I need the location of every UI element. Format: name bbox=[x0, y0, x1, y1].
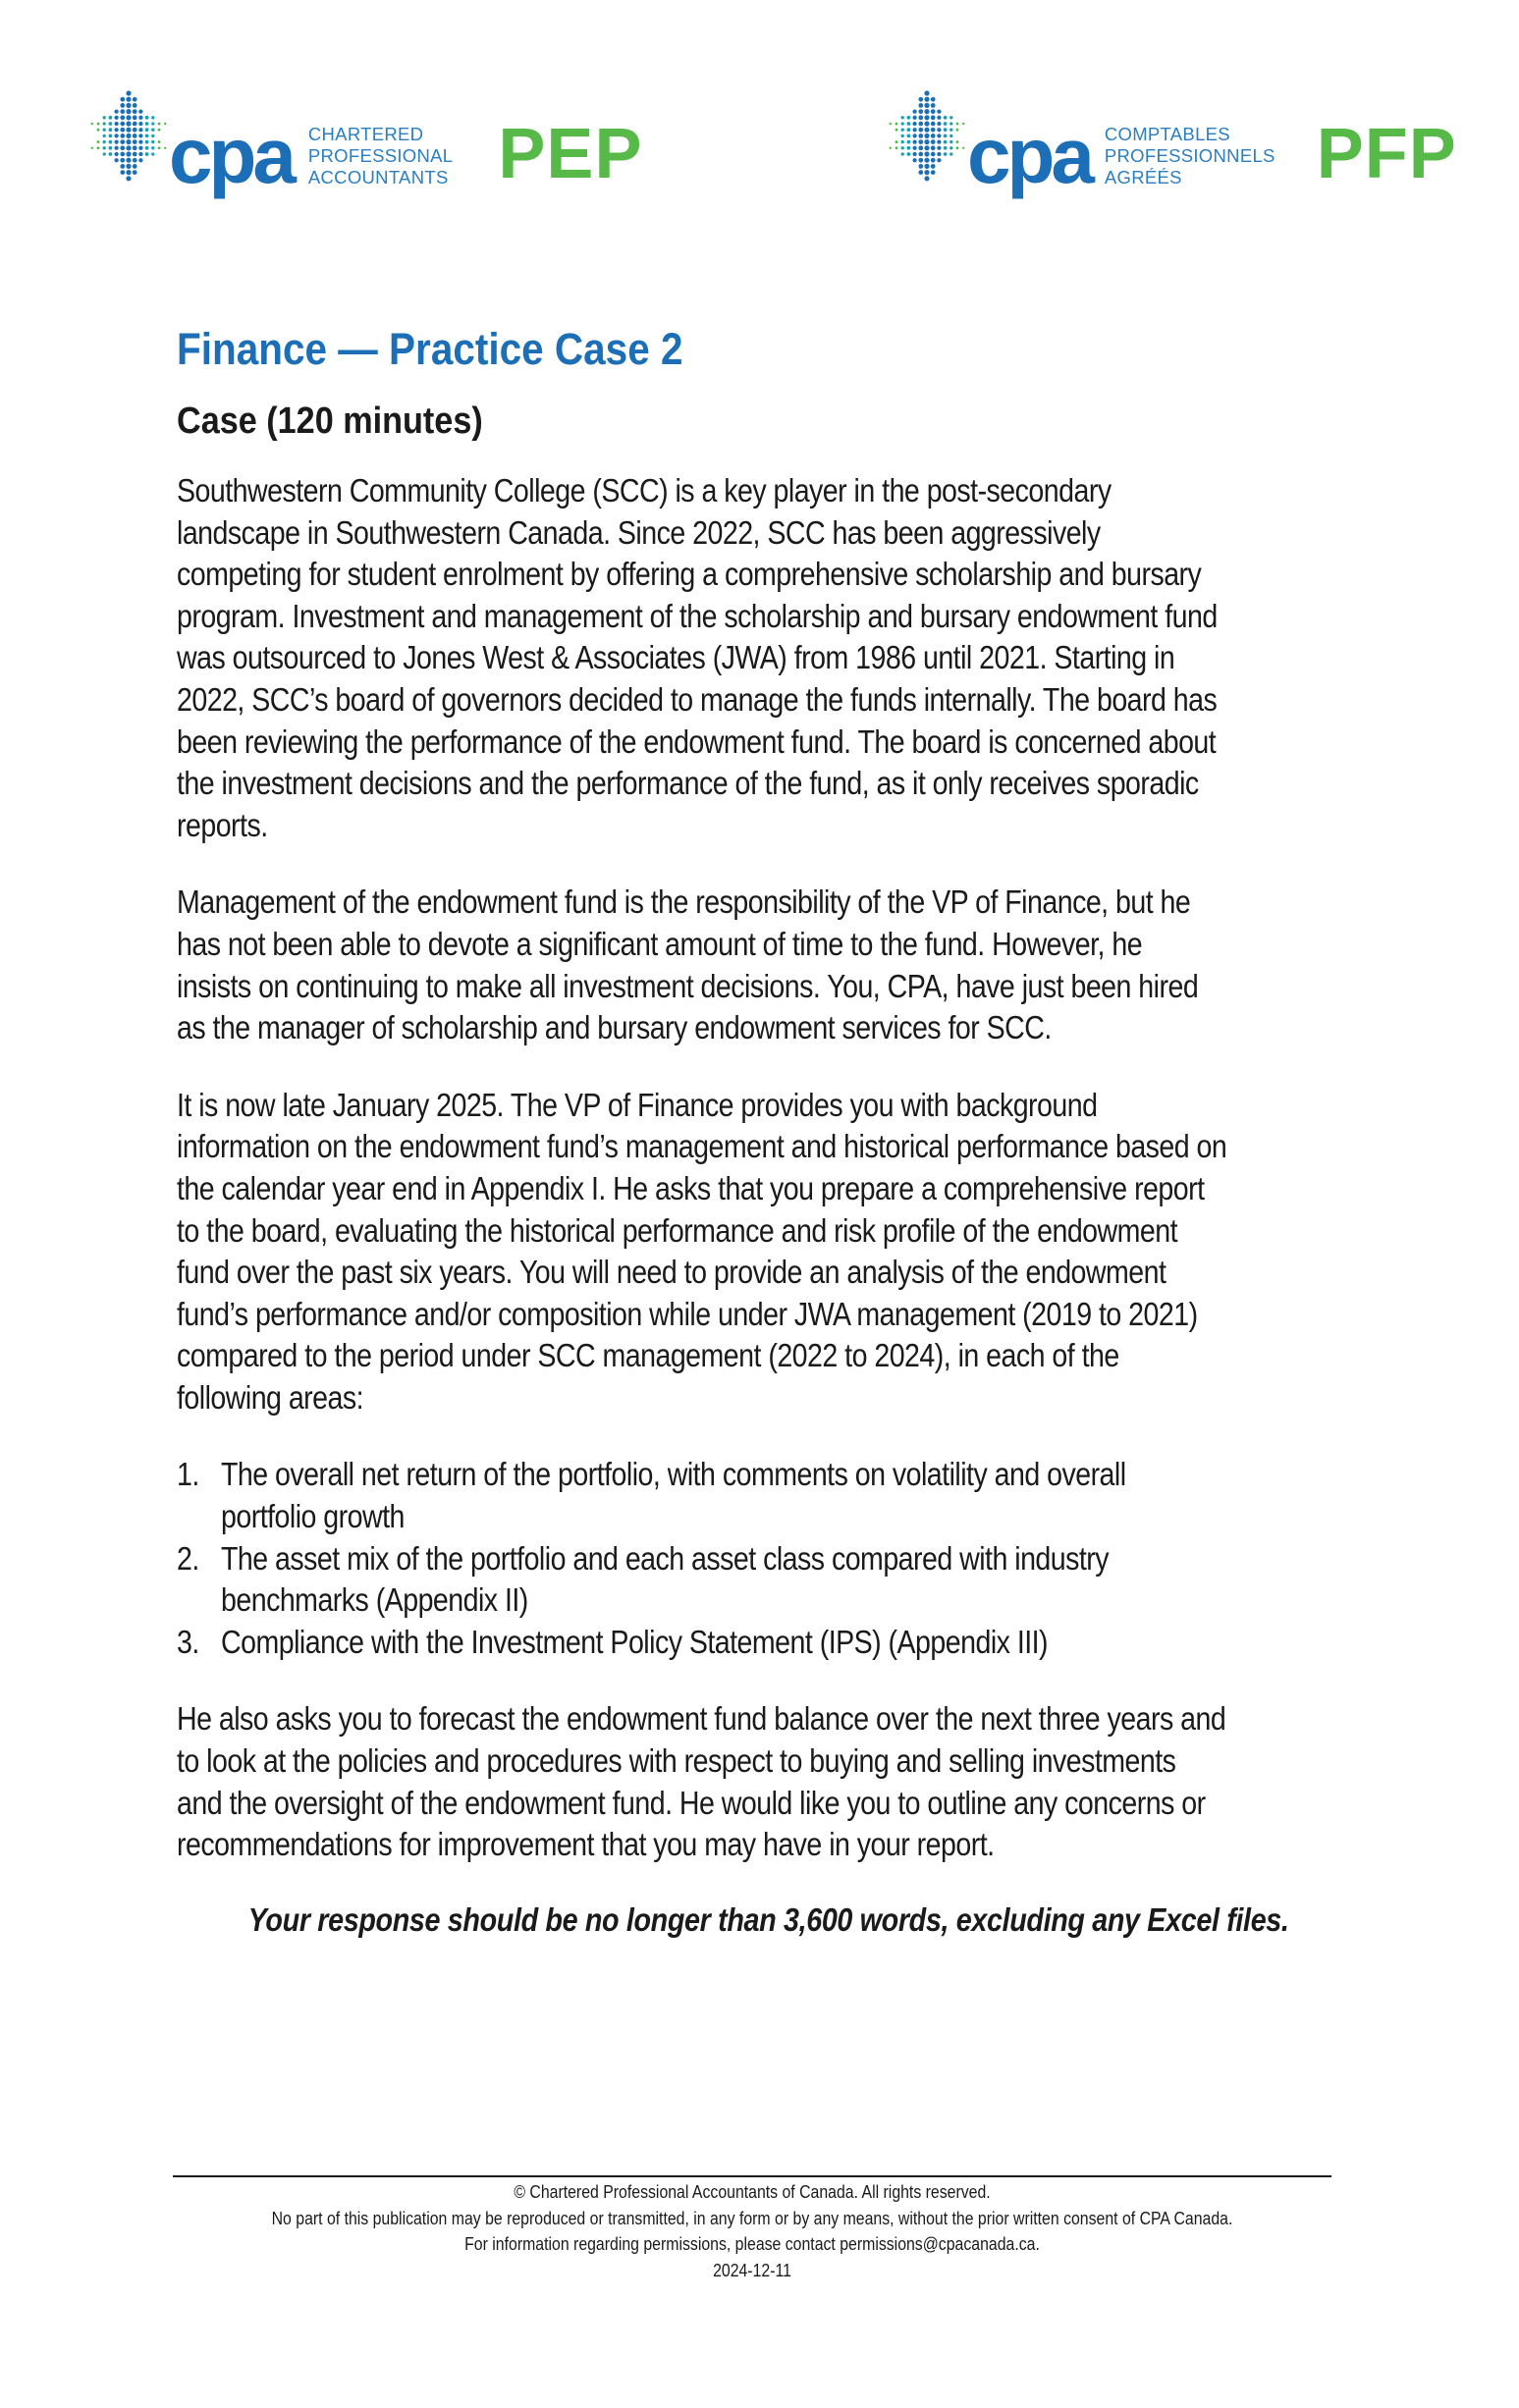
list-number: 1. bbox=[177, 1456, 199, 1493]
logo-subtitle-line: ACCOUNTANTS bbox=[307, 167, 449, 187]
word-limit-instruction: Your response should be no longer than 3,600 words, excluding any Excel files. bbox=[247, 1900, 1289, 1938]
text-line: insists on continuing to make all investment decisions. You, CPA, have just been hired bbox=[177, 967, 1199, 1004]
text-line: Compliance with the Investment Policy Statement (IPS) (Appendix III) bbox=[221, 1623, 1049, 1660]
footer-divider bbox=[173, 2175, 1331, 2177]
copyright-notice: © Chartered Professional Accountants of Canada. All rights reserved. bbox=[514, 2182, 991, 2202]
case-heading: Case (120 minutes) bbox=[177, 401, 483, 442]
cpa-pfp-logo bbox=[889, 86, 1457, 214]
text-line: portfolio growth bbox=[221, 1498, 405, 1535]
paragraph bbox=[177, 1698, 1335, 1865]
maple-leaf-dots-icon bbox=[90, 87, 167, 186]
list-text bbox=[221, 1538, 1247, 1622]
cpa-wordmark: cpa bbox=[967, 112, 1091, 199]
text-line: recommendations for improvement that you may have in your report. bbox=[177, 1826, 995, 1863]
cpa-french-name bbox=[1105, 124, 1275, 188]
list-item bbox=[177, 1454, 1335, 1537]
cpa-english-name bbox=[308, 124, 454, 188]
text-line: It is now late January 2025. The VP of Finance provides you with background bbox=[177, 1086, 1098, 1123]
list-text bbox=[221, 1622, 1176, 1664]
logo-subtitle-line: PROFESSIONAL bbox=[307, 145, 454, 166]
reproduction-notice: No part of this publication may be reproduced or transmitted, in any form or by any means, without the prior written consent of CPA Canada. bbox=[271, 2208, 1233, 2228]
text-line: The overall net return of the portfolio, with comments on volatility and overall bbox=[221, 1456, 1126, 1493]
text-line: has not been able to devote a significant amount of time to the fund. However, he bbox=[177, 925, 1143, 962]
text-line: was outsourced to Jones West & Associates (JWA) from 1986 until 2021. Starting in bbox=[177, 639, 1175, 676]
paragraph bbox=[177, 470, 1335, 846]
text-line: the investment decisions and the performance of the fund, as it only receives sporadic bbox=[177, 765, 1199, 802]
text-line: Management of the endowment fund is the responsibility of the VP of Finance, but he bbox=[177, 883, 1191, 921]
program-name-pfp: PFP bbox=[1316, 115, 1457, 193]
case-body bbox=[177, 324, 1335, 1939]
paragraph bbox=[177, 882, 1335, 1048]
text-line: compared to the period under SCC management (2022 to 2024), in each of the bbox=[177, 1337, 1119, 1374]
text-line: the calendar year end in Appendix I. He asks that you prepare a comprehensive report bbox=[177, 1169, 1205, 1206]
list-text bbox=[221, 1454, 1267, 1537]
text-line: reports. bbox=[177, 806, 268, 843]
text-line: following areas: bbox=[177, 1378, 364, 1416]
maple-leaf-dots-icon bbox=[889, 87, 965, 186]
text-line: fund’s performance and/or composition while under JWA management (2019 to 2021) bbox=[177, 1295, 1198, 1332]
list-item bbox=[177, 1622, 1335, 1664]
text-line: as the manager of scholarship and bursary endowment services for SCC. bbox=[177, 1009, 1052, 1046]
text-line: program. Investment and management of the scholarship and bursary endowment fund bbox=[177, 597, 1218, 634]
text-line: The asset mix of the portfolio and each asset class compared with industry bbox=[221, 1539, 1110, 1577]
paragraph bbox=[177, 1085, 1335, 1419]
document-title: Finance — Practice Case 2 bbox=[177, 324, 683, 374]
text-line: landscape in Southwestern Canada. Since 2022, SCC has been aggressively bbox=[177, 513, 1101, 551]
analysis-areas-list bbox=[177, 1454, 1335, 1663]
program-name-pep: PEP bbox=[498, 115, 643, 193]
text-line: He also asks you to forecast the endowment fund balance over the next three years and bbox=[177, 1700, 1226, 1738]
text-line: fund over the past six years. You will need to provide an analysis of the endowment bbox=[177, 1254, 1166, 1291]
cpa-wordmark: cpa bbox=[169, 112, 293, 199]
text-line: 2022, SCC’s board of governors decided to manage the funds internally. The board has bbox=[177, 680, 1218, 718]
publication-date: 2024-12-11 bbox=[713, 2260, 791, 2280]
text-line: information on the endowment fund’s management and historical performance based on bbox=[177, 1128, 1227, 1165]
permissions-notice: For information regarding permissions, please contact permissions@cpacanada.ca. bbox=[464, 2234, 1040, 2254]
list-number: 3. bbox=[177, 1623, 199, 1660]
list-item bbox=[177, 1538, 1335, 1622]
text-line: Southwestern Community College (SCC) is a key player in the post-secondary bbox=[177, 472, 1112, 508]
logo-subtitle-line: COMPTABLES bbox=[1104, 124, 1230, 144]
footer bbox=[173, 2179, 1331, 2283]
list-number: 2. bbox=[177, 1539, 199, 1577]
text-line: been reviewing the performance of the endowment fund. The board is concerned about bbox=[177, 722, 1217, 760]
text-line: and the oversight of the endowment fund. He would like you to outline any concerns or bbox=[177, 1784, 1206, 1821]
text-line: benchmarks (Appendix II) bbox=[221, 1581, 528, 1619]
text-line: competing for student enrolment by offering a comprehensive scholarship and bursary bbox=[177, 556, 1202, 593]
logo-subtitle-line: PROFESSIONNELS bbox=[1104, 145, 1275, 166]
logo-subtitle-line: CHARTERED bbox=[307, 124, 424, 144]
text-line: to the board, evaluating the historical performance and risk profile of the endowment bbox=[177, 1211, 1178, 1249]
cpa-pep-logo bbox=[90, 86, 642, 214]
text-line: to look at the policies and procedures with respect to buying and selling investments bbox=[177, 1742, 1176, 1780]
logo-subtitle-line: AGRÉÉS bbox=[1104, 167, 1182, 187]
